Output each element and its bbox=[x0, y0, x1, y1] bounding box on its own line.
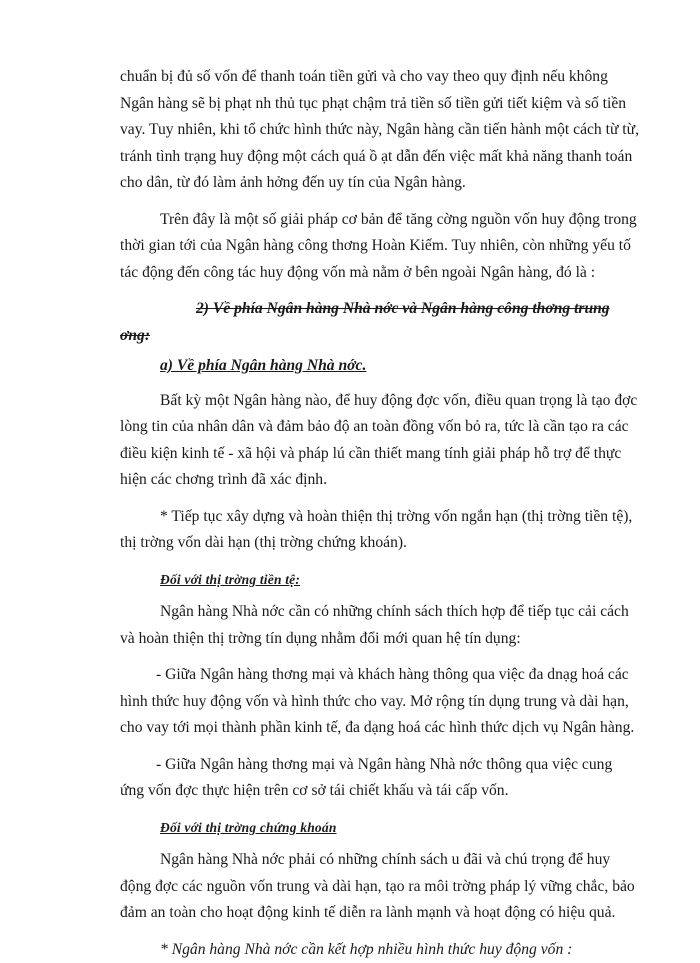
paragraph-summary: Trên đây là một số giải pháp cơ bản để tăng cờng nguồn vốn huy động trong thời gian tới của Ngân hàng công thơng Hoàn Kiếm. Tuy nhiên, còn những yếu tố tác động đến công tác huy động vốn mà nằm ở bên ngoài Ngân hàng, đó là : bbox=[120, 207, 640, 287]
heading-stock-market: Đối với thị trờng chứng khoán bbox=[160, 815, 640, 842]
heading-money-market: Đối với thị trờng tiền tệ: bbox=[160, 567, 640, 594]
paragraph-trust: Bất kỳ một Ngân hàng nào, để huy động đợc vốn, điều quan trọng là tạo đợc lòng tin của nhân dân và đảm bảo độ an toàn đồng vốn bỏ ra, tức là cần tạo ra các điều kiện kinh tế - xã hội và pháp lú cần thiết mang tính giải pháp hỗ trợ để thực hiện các chơng trình đã xác định. bbox=[120, 388, 640, 494]
paragraph-credit-reform: Ngân hàng Nhà nớc cần có những chính sách thích hợp để tiếp tục cải cách và hoàn thiện thị trờng tín dụng nhằm đổi mới quan hệ tín dụng: bbox=[120, 599, 640, 652]
document-page bbox=[120, 64, 640, 963]
paragraph-markets: * Tiếp tục xây dựng và hoàn thiện thị trờng vốn ngắn hạn (thị trờng tiền tệ), thị trờng vốn dài hạn (thị trờng chứng khoán). bbox=[120, 504, 640, 557]
section-heading-central-bank: 2) Về phía Ngân hàng Nhà nớc và Ngân hàng công thơng trung ơng: bbox=[120, 296, 640, 349]
paragraph-commercial-state: - Giữa Ngân hàng thơng mại và Ngân hàng Nhà nớc thông qua việc cung ứng vốn đợc thực hiện trên cơ sở tái chiết khấu và tái cấp vốn. bbox=[120, 752, 640, 805]
paragraph-payment-readiness: chuẩn bị đủ số vốn để thanh toán tiền gửi và cho vay theo quy định nếu không Ngân hàng sẽ bị phạt nh thủ tục phạt chậm trả tiền số tiền gửi tiết kiệm và số tiền vay. Tuy nhiên, khi tổ chức hình thức này, Ngân hàng cần tiến hành một cách từ từ, tránh tình trạng huy động một cách quá ồ ạt dẫn đến việc mất khả năng thanh toán cho dân, từ đó làm ảnh hởng đến uy tín của Ngân hàng. bbox=[120, 64, 640, 197]
paragraph-incentives: Ngân hàng Nhà nớc phải có những chính sách u đãi và chú trọng để huy động đợc các nguồn vốn trung và dài hạn, tạo ra môi trờng pháp lý vững chắc, bảo đảm an toàn cho hoạt động kinh tế diễn ra lành mạnh và hoạt động có hiệu quả. bbox=[120, 847, 640, 927]
paragraph-commercial-customers: - Giữa Ngân hàng thơng mại và khách hàng thông qua việc đa dnạg hoá các hình thức huy động vốn và hình thức cho vay. Mở rộng tín dụng trung và dài hạn, cho vay tới mọi thành phần kinh tế, đa dạng hoá các hình thức dịch vụ Ngân hàng. bbox=[120, 662, 640, 742]
subsection-heading-state-bank: a) Về phía Ngân hàng Nhà nớc. bbox=[160, 353, 640, 380]
paragraph-combine-methods: * Ngân hàng Nhà nớc cần kết hợp nhiều hình thức huy động vốn : bbox=[120, 937, 640, 963]
